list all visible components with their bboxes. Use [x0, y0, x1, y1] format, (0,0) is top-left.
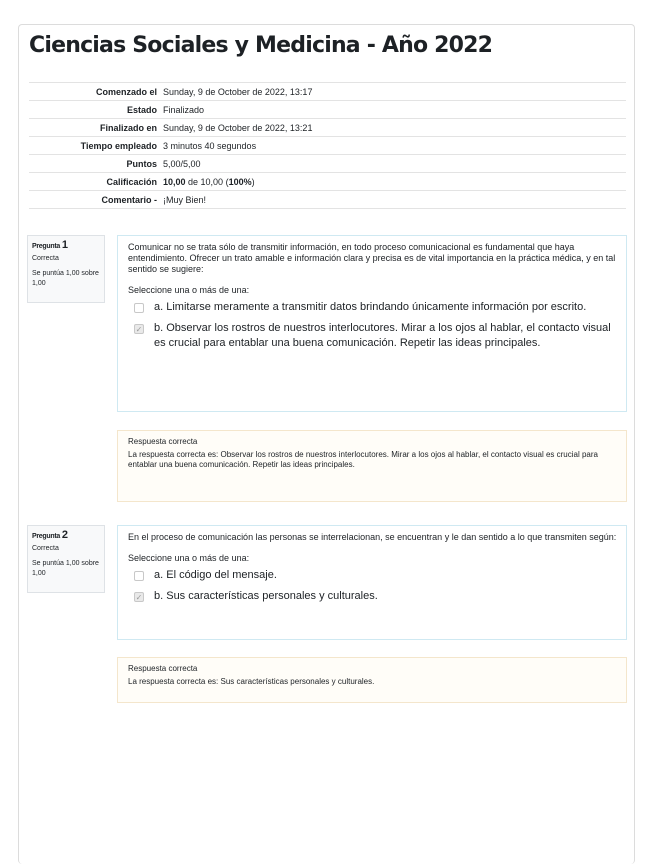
summary-row-finished: [29, 119, 626, 137]
answer-label: a. Limitarse meramente a transmitir datos brindando únicamente información por escrito.: [154, 301, 587, 313]
question-text: En el proceso de comunicación las personas se interrelacionan, se encuentran y le dan sentido a lo que transmiten según:: [128, 532, 617, 542]
answer-option[interactable]: [128, 321, 618, 351]
summary-label: Estado: [126, 104, 157, 115]
question-feedback-2: [117, 657, 627, 703]
question-state: Correcta: [32, 255, 59, 262]
question-formulation-1: [117, 235, 627, 412]
summary-value: ¡Muy Bien!: [163, 194, 207, 205]
grade-percent: 100%: [228, 176, 252, 187]
feedback-text: La respuesta correcta es: Observar los rostros de nuestros interlocutores. Mirar a los ojos al hablar, el contacto visual es crucial para entablar una buena comunicación. Repetir las ideas principales.: [128, 450, 598, 469]
answer-label: b. Observar los rostros de nuestros interlocutores. Mirar a los ojos al hablar, el contacto visual es crucial para entablar una buena comunicación. Repetir las ideas principales.: [154, 322, 611, 349]
quiz-review-page: [18, 24, 635, 864]
checkmark-icon[interactable]: ✓: [135, 593, 143, 602]
answer-option[interactable]: [128, 589, 618, 604]
question-formulation-2: [117, 525, 627, 640]
answer-option[interactable]: [128, 300, 618, 315]
checkmark-icon[interactable]: ✓: [135, 325, 143, 334]
summary-row-state: [29, 101, 626, 119]
answer-label: a. El código del mensaje.: [154, 569, 277, 581]
grade-out-of: de 10,00 (: [185, 176, 229, 187]
summary-row-time-taken: [29, 137, 626, 155]
answer-prompt: Seleccione una o más de una:: [128, 285, 250, 295]
summary-label: Tiempo empleado: [80, 140, 157, 151]
answer-option[interactable]: [128, 568, 618, 583]
feedback-title: Respuesta correcta: [128, 664, 198, 673]
summary-label: Comentario -: [101, 194, 157, 205]
summary-row-comment: [29, 191, 626, 209]
summary-value: [163, 173, 626, 191]
attempt-summary-table: [29, 82, 626, 209]
summary-label: Comenzado el: [95, 86, 157, 97]
question-info-1: [27, 235, 105, 303]
summary-row-started: [29, 83, 626, 101]
summary-value: Finalizado: [163, 104, 205, 115]
question-text: Comunicar no se trata sólo de transmitir información, en todo proceso comunicacional es fundamental que haya entendimiento. Ofrecer un trato amable e información clara y precisa es de vital importancia en la práctica médica, y en tal sentido se sugiere:: [128, 242, 616, 274]
summary-label: Finalizado en: [99, 122, 157, 133]
question-feedback-1: [117, 430, 627, 502]
question-label: Pregunta: [32, 533, 60, 540]
question-grade: Se puntúa 1,00 sobre 1,00: [32, 270, 99, 287]
page-title: Ciencias Sociales y Medicina - Año 2022: [29, 33, 493, 58]
answer-prompt: Seleccione una o más de una:: [128, 553, 250, 563]
question-grade: Se puntúa 1,00 sobre 1,00: [32, 560, 99, 577]
summary-row-points: [29, 155, 626, 173]
question-label: Pregunta: [32, 243, 60, 250]
answer-checkbox[interactable]: [134, 571, 144, 581]
answer-checkbox[interactable]: [134, 303, 144, 313]
grade-close: ): [251, 176, 255, 187]
summary-row-grade: [29, 173, 626, 191]
answer-label: b. Sus características personales y culturales.: [154, 590, 378, 602]
feedback-text: La respuesta correcta es: Sus características personales y culturales.: [128, 677, 375, 686]
feedback-title: Respuesta correcta: [128, 437, 198, 446]
summary-value: 5,00/5,00: [163, 158, 201, 169]
grade-value: 10,00: [163, 176, 186, 187]
summary-value: Sunday, 9 de October de 2022, 13:17: [163, 86, 313, 97]
summary-label: Calificación: [106, 176, 157, 187]
question-state: Correcta: [32, 545, 59, 552]
question-info-2: [27, 525, 105, 593]
question-number: 1: [61, 239, 69, 251]
question-number: 2: [61, 529, 69, 541]
summary-label: Puntos: [126, 158, 157, 169]
summary-value: Sunday, 9 de October de 2022, 13:21: [163, 122, 313, 133]
summary-value: 3 minutos 40 segundos: [163, 140, 257, 151]
